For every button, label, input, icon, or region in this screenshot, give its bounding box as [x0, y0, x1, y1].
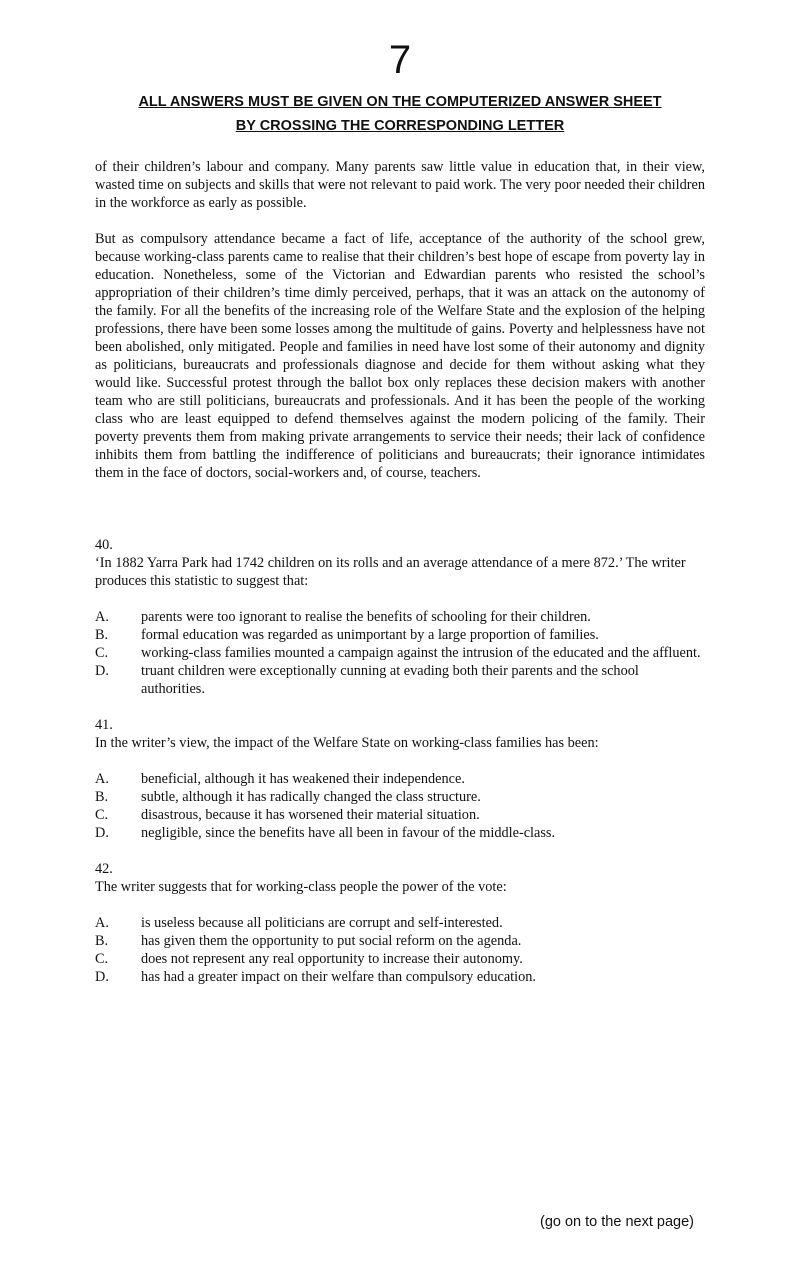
- answer-option-a: [95, 608, 705, 626]
- question-41: [95, 716, 705, 842]
- option-text: formal education was regarded as unimportant by a large proportion of families.: [141, 627, 599, 643]
- option-letter: A.: [95, 609, 109, 625]
- answer-option-d: [95, 662, 705, 698]
- option-text: has given them the opportunity to put social reform on the agenda.: [141, 933, 522, 949]
- option-letter: B.: [95, 933, 109, 949]
- answer-option-b: [95, 932, 705, 950]
- question-number: 42.: [95, 861, 113, 877]
- option-letter: A.: [95, 915, 109, 931]
- option-text: subtle, although it has radically changed the class structure.: [141, 789, 481, 805]
- question-stem: In the writer’s view, the impact of the Welfare State on working-class families has been:: [95, 735, 599, 751]
- header-line-1: ALL ANSWERS MUST BE GIVEN ON THE COMPUTERIZED ANSWER SHEET: [138, 94, 662, 110]
- option-text: beneficial, although it has weakened their independence.: [141, 771, 465, 787]
- question-42: [95, 860, 705, 986]
- next-page-note: (go on to the next page): [540, 1214, 694, 1230]
- option-letter: B.: [95, 789, 109, 805]
- answer-option-c: [95, 644, 705, 662]
- question-40: [95, 536, 705, 698]
- option-letter: C.: [95, 807, 109, 823]
- option-text: does not represent any real opportunity to increase their autonomy.: [141, 951, 523, 967]
- question-stem: The writer suggests that for working-class people the power of the vote:: [95, 879, 507, 895]
- header-line-2: BY CROSSING THE CORRESPONDING LETTER: [235, 118, 565, 134]
- option-text: is useless because all politicians are corrupt and self-interested.: [141, 915, 503, 931]
- option-text: has had a greater impact on their welfare than compulsory education.: [141, 969, 536, 985]
- option-letter: D.: [95, 663, 109, 679]
- option-text: working-class families mounted a campaign against the intrusion of the educated and the affluent.: [141, 645, 701, 661]
- answer-option-b: [95, 788, 705, 806]
- option-letter: A.: [95, 771, 109, 787]
- option-letter: D.: [95, 969, 109, 985]
- page-number: 7: [388, 38, 412, 82]
- question-number: 41.: [95, 717, 113, 733]
- answer-option-d: [95, 824, 705, 842]
- option-text: parents were too ignorant to realise the benefits of schooling for their children.: [141, 609, 591, 625]
- option-letter: C.: [95, 951, 109, 967]
- answer-option-a: [95, 914, 705, 932]
- option-letter: C.: [95, 645, 109, 661]
- answer-option-a: [95, 770, 705, 788]
- question-number: 40.: [95, 537, 113, 553]
- option-text: disastrous, because it has worsened their material situation.: [141, 807, 480, 823]
- answer-option-c: [95, 806, 705, 824]
- question-list: [95, 536, 705, 1004]
- reading-passage: [95, 158, 705, 500]
- option-text: negligible, since the benefits have all been in favour of the middle-class.: [141, 825, 556, 841]
- answer-option-b: [95, 626, 705, 644]
- option-letter: D.: [95, 825, 109, 841]
- instructions-header: [0, 90, 800, 138]
- answer-option-c: [95, 950, 705, 968]
- passage-paragraph: of their children’s labour and company. Many parents saw little value in education that, in their view, wasted time on subjects and skills that were not relevant to paid work. The very poor needed their children in the workforce as early as possible.: [95, 159, 705, 211]
- answer-option-d: [95, 968, 705, 986]
- option-text: truant children were exceptionally cunning at evading both their parents and the school authorities.: [141, 663, 639, 697]
- option-letter: B.: [95, 627, 109, 643]
- question-stem: ‘In 1882 Yarra Park had 1742 children on its rolls and an average attendance of a mere 872.’ The writer produces this statistic to suggest that:: [95, 555, 686, 589]
- passage-paragraph: But as compulsory attendance became a fact of life, acceptance of the authority of the school grew, because working-class parents came to realise that their children’s best hope of escape from poverty lay in education. Nonetheless, some of the Victorian and Edwardian parents who resisted the school’s appropriation of their children’s time dimly perceived, perhaps, that it was an attack on the autonomy of the family. For all the benefits of the increasing role of the Welfare State and the explosion of the helping professions, there have been some losses among the multitude of gains. Poverty and helplessness have not been abolished, only mitigated. People and families in need have lost some of their autonomy and dignity as politicians, bureaucrats and professionals diagnose and decide for them without asking what they would like. Successful protest through the ballot box only replaces these decision makers with another team who are still politicians, bureaucrats and professionals. And it has been the people of the working class who are least equipped to defend themselves against the modern policing of the family. Their poverty prevents them from making private arrangements to service their needs; their lack of confidence inhibits them from battling the indifference of politicians and bureaucrats; their ignorance intimidates them in the face of doctors, social-workers and, of course, teachers.: [95, 231, 705, 481]
